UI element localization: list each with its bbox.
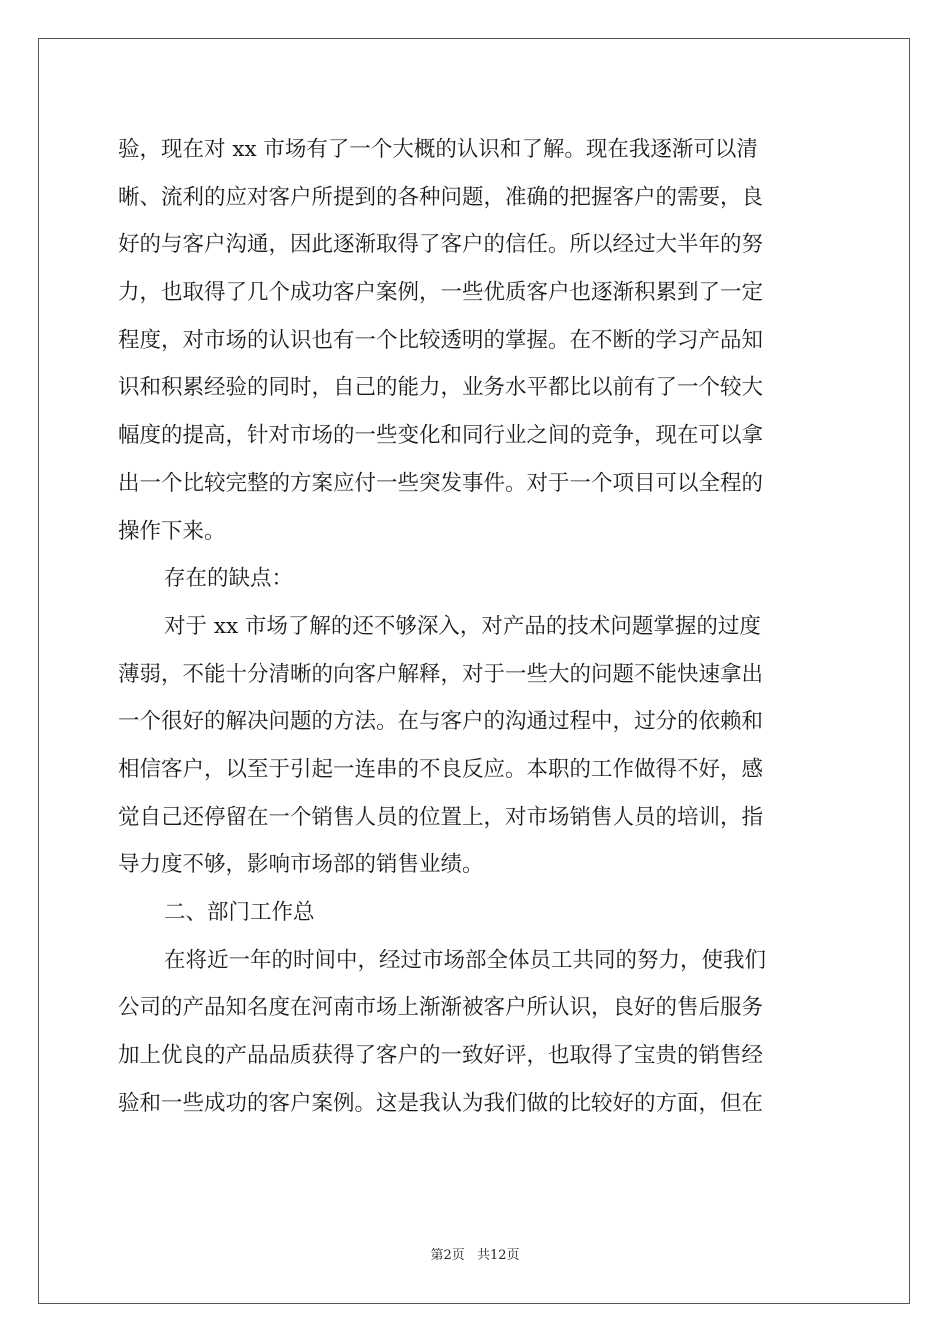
text-line: 识和积累经验的同时，自己的能力，业务水平都比以前有了一个较大 xyxy=(118,375,764,401)
text-line: 一个很好的解决问题的方法。在与客户的沟通过程中，过分的依赖和 xyxy=(118,709,764,735)
text-line: 幅度的提高，针对市场的一些变化和同行业之间的竞争，现在可以拿 xyxy=(118,423,764,449)
text-line: 好的与客户沟通，因此逐渐取得了客户的信任。所以经过大半年的努 xyxy=(118,232,764,258)
page-number: 第2页 xyxy=(430,1248,465,1263)
document-body xyxy=(118,126,836,1127)
text-line: 觉自己还停留在一个销售人员的位置上，对市场销售人员的培训，指 xyxy=(118,804,764,830)
text-line: 相信客户，以至于引起一连串的不良反应。本职的工作做得不好，感 xyxy=(118,756,764,782)
text-line: 程度，对市场的认识也有一个比较透明的掌握。在不断的学习产品知 xyxy=(118,327,764,353)
text-line: 公司的产品知名度在河南市场上渐渐被客户所认识，良好的售后服务 xyxy=(118,995,764,1021)
text-line: 力，也取得了几个成功客户案例，一些优质客户也逐渐积累到了一定 xyxy=(118,280,764,306)
text-line: 操作下来。 xyxy=(118,518,226,544)
text-line: 导力度不够，影响市场部的销售业绩。 xyxy=(118,852,484,878)
text-line: 薄弱，不能十分清晰的向客户解释，对于一些大的问题不能快速拿出 xyxy=(118,661,764,687)
text-line: 出一个比较完整的方案应付一些突发事件。对于一个项目可以全程的 xyxy=(118,470,764,496)
text-line: 加上优良的产品品质获得了客户的一致好评，也取得了宝贵的销售经 xyxy=(118,1043,764,1069)
section-heading: 存在的缺点： xyxy=(164,566,294,592)
page-footer xyxy=(0,1244,950,1263)
section-heading: 二、部门工作总 xyxy=(164,900,315,925)
text-line: 对于 xx 市场了解的还不够深入，对产品的技术问题掌握的过度 xyxy=(164,613,761,639)
text-line: 验和一些成功的客户案例。这是我认为我们做的比较好的方面，但在 xyxy=(118,1090,764,1116)
text-line: 在将近一年的时间中，经过市场部全体员工共同的努力，使我们 xyxy=(164,947,767,973)
text-line: 晰、流利的应对客户所提到的各种问题，准确的把握客户的需要，良 xyxy=(118,184,764,210)
page-total: 共12页 xyxy=(476,1248,520,1263)
text-line: 验，现在对 xx 市场有了一个大概的认识和了解。现在我逐渐可以清 xyxy=(118,137,758,162)
